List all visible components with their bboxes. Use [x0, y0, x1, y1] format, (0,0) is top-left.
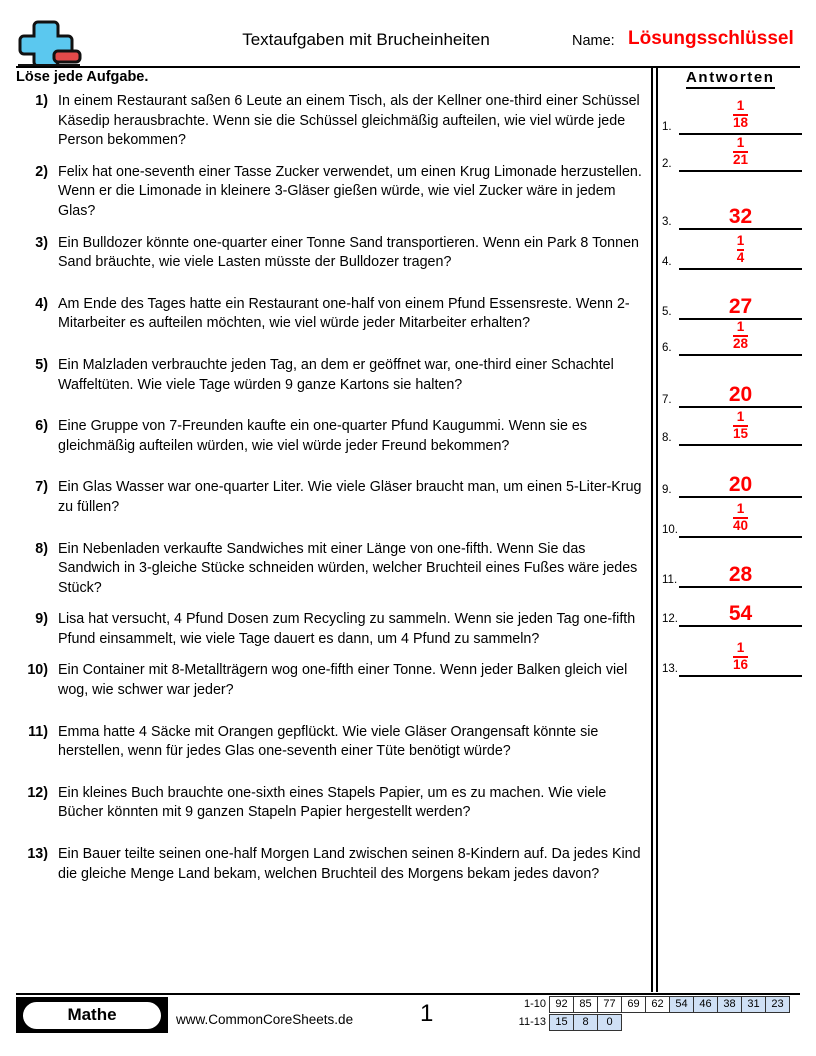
answer-number: 12.	[662, 613, 678, 625]
page-number: 1	[420, 1000, 434, 1027]
answer-value: 20	[728, 473, 753, 496]
question-number: 6)	[35, 418, 48, 435]
fraction	[737, 234, 745, 265]
answer-value: 20	[728, 383, 753, 406]
fraction-numerator: 1	[736, 501, 745, 516]
score-row	[510, 1014, 790, 1031]
answer-number: 5.	[662, 306, 672, 318]
question-text: Ein Malzladen verbrauchte jeden Tag, an dem er geöffnet war, one-third einer Schachtel Waffeltüten. Wie viele Tage würden 9 ganze Kartons sie halten?	[58, 356, 614, 393]
score-cell: 85	[573, 996, 598, 1013]
fraction	[733, 320, 748, 351]
score-cell: 62	[645, 996, 670, 1013]
score-row-label: 11-13	[518, 1016, 546, 1028]
answer-number: 13.	[662, 663, 678, 675]
page-title: Textaufgaben mit Brucheinheiten	[242, 30, 490, 49]
score-row-label: 1-10	[523, 998, 546, 1010]
question-number: 8)	[35, 540, 48, 557]
page-header	[16, 18, 800, 66]
answer-value	[679, 136, 802, 169]
question-text: Emma hatte 4 Säcke mit Orangen gepflückt. Wie viele Gläser Orangensaft könnte sie herstellen, wenn für jedes Glas one-seventh einer Tüte benötigt würde?	[58, 723, 599, 760]
answer-line	[679, 675, 802, 677]
question-text: Ein Container mit 8-Metallträgern wog one-fifth einer Tonne. Wenn jeder Balken gleich viel wog, wie schwer war jeder?	[58, 662, 628, 699]
question-number: 11)	[28, 723, 48, 740]
answer-value: 28	[728, 563, 753, 586]
answer-number: 8.	[662, 432, 672, 444]
column-divider-left	[651, 68, 653, 992]
fraction	[733, 502, 748, 533]
score-cell: 77	[597, 996, 622, 1013]
score-cell: 54	[669, 996, 694, 1013]
score-cell: 0	[597, 1014, 622, 1031]
question-item	[16, 92, 644, 151]
question-number: 13)	[27, 846, 48, 863]
answer-number: 3.	[662, 216, 672, 228]
question-item	[16, 723, 644, 762]
answer-line	[679, 354, 802, 356]
answer-number: 2.	[662, 158, 672, 170]
answer-number: 11.	[662, 574, 678, 586]
answer-line	[679, 268, 802, 270]
column-divider-right	[656, 68, 658, 992]
question-number: 1)	[35, 93, 48, 109]
question-item	[16, 295, 644, 334]
footer-divider	[16, 993, 800, 995]
answer-number: 9.	[662, 484, 672, 496]
answer-number: 7.	[662, 394, 672, 406]
answer-value: 27	[728, 295, 753, 318]
answer-key-badge: Lösungsschlüssel	[628, 28, 794, 49]
score-cell: 38	[717, 996, 742, 1013]
question-number: 5)	[35, 356, 48, 373]
site-url: www.CommonCoreSheets.de	[176, 1012, 354, 1027]
fraction-denominator: 21	[732, 151, 749, 167]
answer-number: 10.	[662, 524, 678, 536]
fraction-numerator: 1	[736, 319, 745, 334]
answer-number: 1.	[662, 121, 672, 133]
question-item	[16, 610, 644, 649]
question-text: Eine Gruppe von 7-Freunden kaufte ein one-quarter Pfund Kaugummi. Wenn sie es gleichmäßig aufteilen würden, wie viel würde jeder Freund bekommen?	[58, 418, 588, 454]
fraction-denominator: 16	[732, 656, 749, 672]
subject-badge	[16, 997, 168, 1033]
fraction-numerator: 1	[736, 135, 745, 150]
answer-line	[679, 536, 802, 538]
answer-value	[679, 410, 802, 443]
score-cell: 15	[549, 1014, 574, 1031]
questions-list	[16, 92, 644, 896]
answers-column-title: Antworten	[686, 69, 775, 89]
answer-line	[679, 170, 802, 172]
header-divider	[16, 66, 800, 68]
score-cell: 46	[693, 996, 718, 1013]
question-item	[16, 356, 644, 395]
answer-value: 54	[728, 602, 753, 625]
answer-value	[679, 641, 802, 674]
fraction-denominator: 28	[732, 335, 749, 351]
question-item	[16, 540, 644, 599]
answer-value	[679, 99, 802, 132]
fraction	[733, 99, 748, 130]
question-item	[16, 417, 644, 456]
fraction-denominator: 18	[732, 114, 749, 130]
instruction-text: Löse jede Aufgabe.	[16, 69, 149, 85]
score-cell: 23	[765, 996, 790, 1013]
score-cell: 92	[549, 996, 574, 1013]
question-number: 3)	[35, 234, 48, 251]
score-table	[510, 996, 790, 1031]
question-item	[16, 478, 644, 517]
answer-number: 4.	[662, 256, 672, 268]
fraction-numerator: 1	[736, 98, 745, 113]
score-cell: 31	[741, 996, 766, 1013]
question-text: Ein kleines Buch brauchte one-sixth eines Stapels Papier, um es zu machen. Wie viele Bücher könnten mit 9 ganzen Stapeln Papier hergestellt werden?	[58, 784, 607, 821]
fraction	[733, 410, 748, 441]
answer-value: 32	[728, 205, 753, 228]
question-text: Ein Bauer teilte seinen one-half Morgen Land zwischen seinen 8-Kindern auf. Da jedes Kind die gleiche Menge Land bekam, welchen Bruchteil des Morgens bekam jedes davon?	[58, 846, 641, 882]
fraction-denominator: 15	[732, 425, 749, 441]
fraction	[733, 136, 748, 167]
score-row	[510, 996, 790, 1013]
question-text: Am Ende des Tages hatte ein Restaurant one-half von einem Pfund Essensreste. Wenn 2-Mitarbeiter es aufteilen möchten, wie viel würde jeder Mitarbeiter erhalten?	[58, 295, 630, 332]
question-text: Ein Nebenladen verkaufte Sandwiches mit einer Länge von one-fifth. Wenn Sie das Sandwich in 3-gleiche Stücke schneiden würden, welcher Bruchteil eines Fußes wäre jedes Stück?	[58, 540, 638, 596]
fraction	[733, 641, 748, 672]
answers-list	[662, 92, 802, 712]
question-text: Ein Bulldozer könnte one-quarter einer Tonne Sand transportieren. Wenn ein Park 8 Tonnen Sand bräuchte, wie viele Lasten müsste der Bulldozer tragen?	[58, 234, 639, 271]
question-item	[16, 234, 644, 273]
question-number: 4)	[35, 295, 48, 312]
question-text: Lisa hat versucht, 4 Pfund Dosen zum Recycling zu sammeln. Wenn sie jeden Tag one-fifth Pfund einsammelt, wie viele Tage dauert es dann, um 4 Pfund zu sammeln?	[58, 611, 636, 647]
answer-value	[679, 320, 802, 353]
score-cell: 8	[573, 1014, 598, 1031]
question-item	[16, 661, 644, 700]
fraction-numerator: 1	[736, 233, 745, 248]
answer-number: 6.	[662, 342, 672, 354]
answer-value	[679, 234, 802, 267]
answer-line	[679, 444, 802, 446]
plus-minus-logo-icon	[16, 18, 82, 68]
subject-badge-label: Mathe	[23, 1002, 161, 1029]
question-number: 12)	[27, 784, 48, 801]
fraction-numerator: 1	[736, 409, 745, 424]
fraction-denominator: 4	[736, 249, 745, 265]
question-number: 10)	[27, 662, 48, 679]
question-item	[16, 163, 644, 222]
question-number: 9)	[35, 611, 48, 628]
fraction-numerator: 1	[736, 640, 745, 655]
question-item	[16, 784, 644, 823]
question-item	[16, 845, 644, 884]
question-text: Ein Glas Wasser war one-quarter Liter. Wie viele Gläser braucht man, um einen 5-Liter-Krug zu füllen?	[58, 479, 642, 515]
fraction-denominator: 40	[732, 517, 749, 533]
question-number: 7)	[35, 479, 48, 496]
question-text: In einem Restaurant saßen 6 Leute an einem Tisch, als der Kellner one-third einer Schüssel Käsedip herausbrachte. Wenn sie die Schüssel gleichmäßig aufteilen, wie viel würde jede Person bekommen?	[58, 93, 640, 149]
question-text: Felix hat one-seventh einer Tasse Zucker verwendet, um einen Krug Limonade herzustellen. Wenn er die Limonade in kleinere 3-Gläser gießen würde, wie viel Zucker wäre in jedem Glas?	[58, 163, 642, 219]
question-number: 2)	[35, 163, 48, 180]
name-label: Name:	[572, 33, 615, 49]
answer-value	[679, 502, 802, 535]
score-cell: 69	[621, 996, 646, 1013]
